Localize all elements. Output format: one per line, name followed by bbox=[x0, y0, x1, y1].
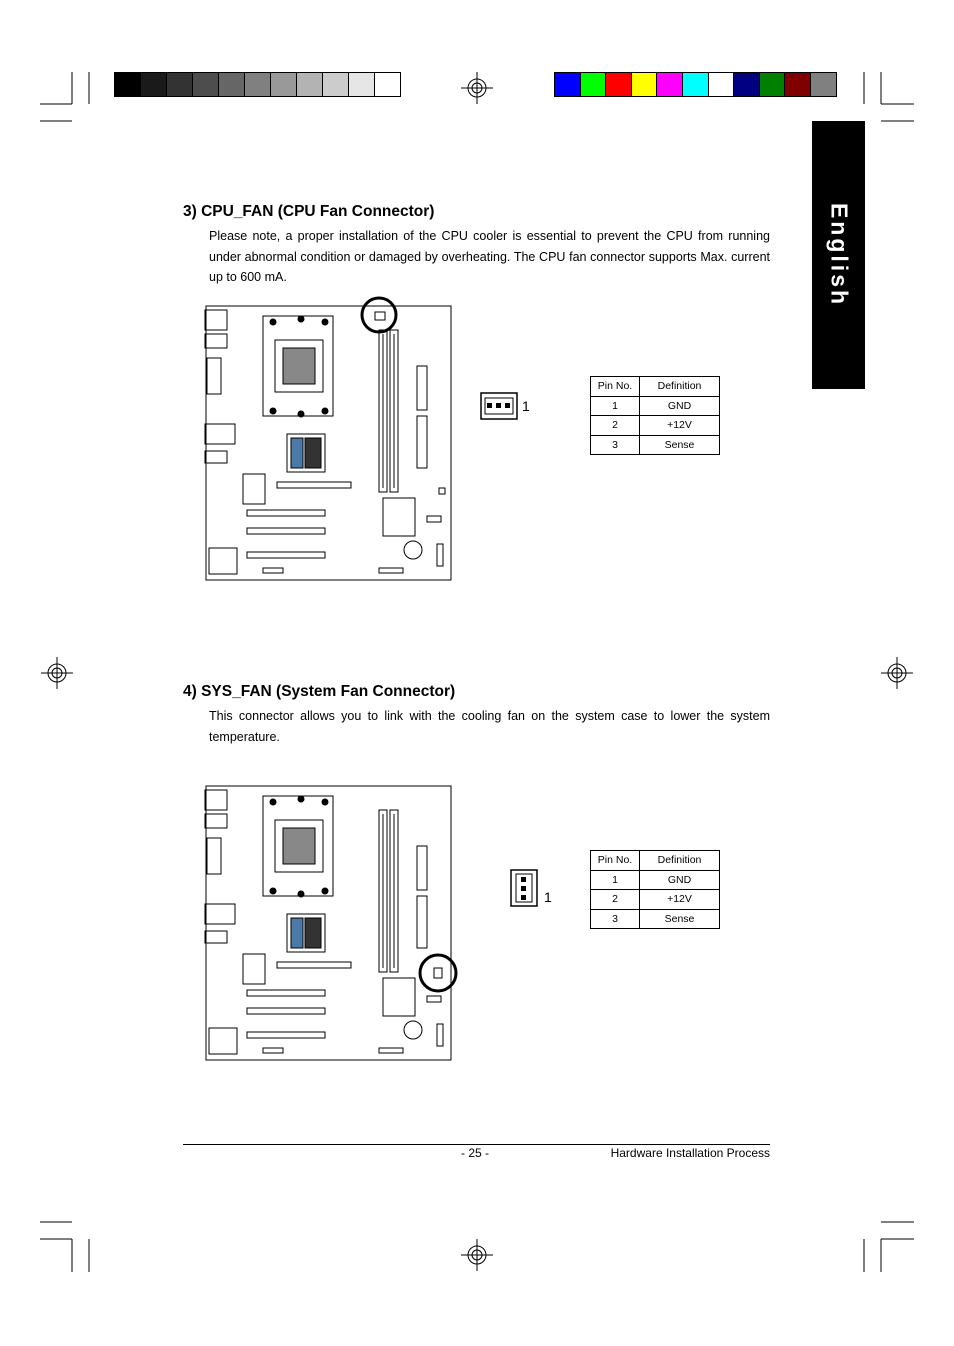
definition-cell: Sense bbox=[640, 909, 720, 929]
pin-no-header: Pin No. bbox=[591, 377, 640, 397]
definition-cell: +12V bbox=[640, 890, 720, 910]
cpu-fan-pin-table bbox=[590, 376, 720, 455]
table-row bbox=[591, 870, 720, 890]
footer-section-title: Hardware Installation Process bbox=[610, 1146, 770, 1160]
color-swatch bbox=[784, 72, 811, 97]
motherboard-diagram-sys-fan bbox=[203, 776, 458, 1066]
motherboard-diagram-cpu-fan bbox=[203, 296, 458, 586]
pin-no-cell: 3 bbox=[591, 909, 640, 929]
color-swatch bbox=[244, 72, 271, 97]
table-row bbox=[591, 396, 720, 416]
definition-cell: GND bbox=[640, 870, 720, 890]
color-swatch bbox=[580, 72, 607, 97]
section-body-cpu-fan: Please note, a proper installation of the CPU cooler is essential to prevent the CPU from running under abnormal condition or damaged by overheating. The CPU fan connector supports Max. current up to 600 mA. bbox=[209, 229, 770, 284]
color-swatch bbox=[733, 72, 760, 97]
pin-no-cell: 1 bbox=[591, 396, 640, 416]
color-swatch bbox=[631, 72, 658, 97]
table-row bbox=[591, 890, 720, 910]
color-swatch bbox=[140, 72, 167, 97]
definition-cell: GND bbox=[640, 396, 720, 416]
pin-no-cell: 1 bbox=[591, 870, 640, 890]
color-swatch bbox=[114, 72, 141, 97]
definition-header: Definition bbox=[640, 377, 720, 397]
sys-fan-location-circle bbox=[416, 951, 460, 995]
color-swatch bbox=[708, 72, 735, 97]
color-swatch bbox=[270, 72, 297, 97]
footer-rule bbox=[183, 1144, 770, 1145]
definition-cell: Sense bbox=[640, 435, 720, 455]
definition-header: Definition bbox=[640, 851, 720, 871]
section-body-sys-fan: This connector allows you to link with the cooling fan on the system case to lower the system temperature. bbox=[209, 709, 770, 744]
cpu-fan-pin1-label: 1 bbox=[522, 398, 530, 414]
color-swatch bbox=[296, 72, 323, 97]
sys-fan-connector-icon bbox=[510, 869, 540, 909]
language-tab-label: English bbox=[826, 202, 852, 308]
pin-no-cell: 3 bbox=[591, 435, 640, 455]
color-swatch bbox=[374, 72, 401, 97]
color-swatch bbox=[810, 72, 837, 97]
color-swatch bbox=[166, 72, 193, 97]
color-swatch bbox=[656, 72, 683, 97]
table-row bbox=[591, 909, 720, 929]
language-side-tab bbox=[812, 121, 865, 389]
pin-no-cell: 2 bbox=[591, 416, 640, 436]
color-swatch bbox=[554, 72, 581, 97]
color-swatch bbox=[192, 72, 219, 97]
definition-cell: +12V bbox=[640, 416, 720, 436]
color-swatch bbox=[348, 72, 375, 97]
color-swatch bbox=[218, 72, 245, 97]
pin-no-cell: 2 bbox=[591, 890, 640, 910]
color-swatch bbox=[682, 72, 709, 97]
table-row bbox=[591, 435, 720, 455]
section-heading-sys-fan: 4) SYS_FAN (System Fan Connector) bbox=[183, 683, 456, 700]
color-swatch bbox=[605, 72, 632, 97]
sys-fan-pin-table bbox=[590, 850, 720, 929]
table-row bbox=[591, 416, 720, 436]
sys-fan-pin1-label: 1 bbox=[544, 889, 552, 905]
table-header-row bbox=[591, 377, 720, 397]
table-header-row bbox=[591, 851, 720, 871]
cpu-fan-connector-icon bbox=[480, 392, 520, 420]
color-swatch bbox=[322, 72, 349, 97]
cpu-fan-location-circle bbox=[358, 294, 400, 336]
section-heading-cpu-fan: 3) CPU_FAN (CPU Fan Connector) bbox=[183, 203, 435, 220]
color-swatch bbox=[759, 72, 786, 97]
pin-no-header: Pin No. bbox=[591, 851, 640, 871]
page-number: - 25 - bbox=[461, 1146, 490, 1160]
